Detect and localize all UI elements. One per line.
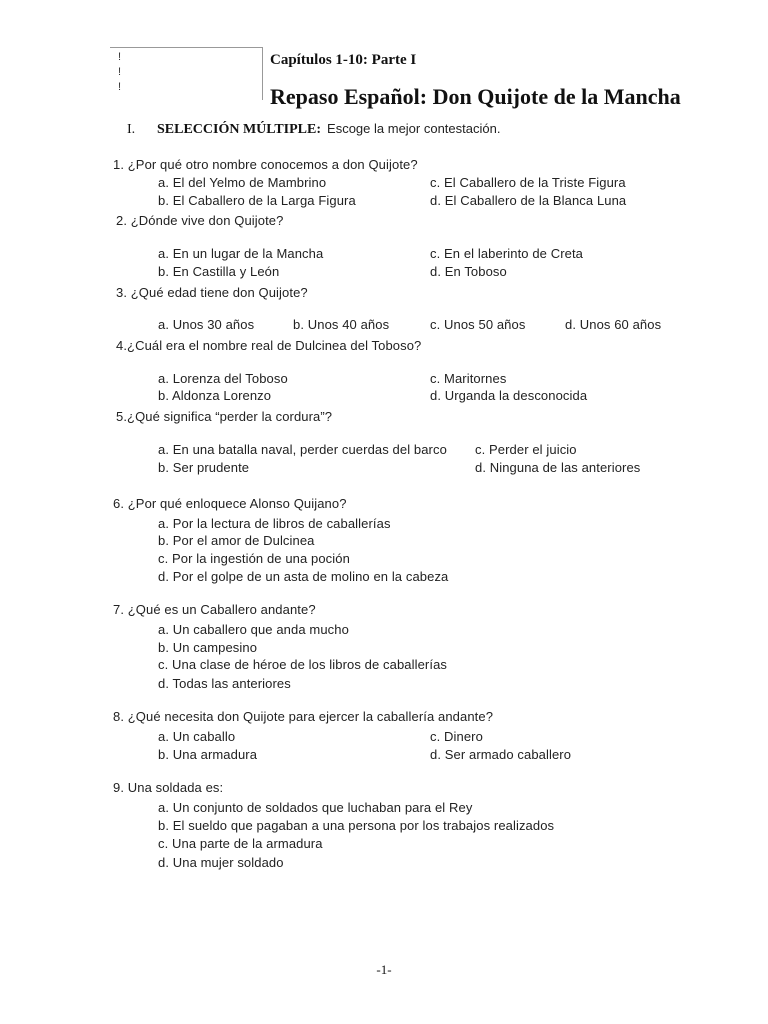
q2-option-c: c. En el laberinto de Creta — [430, 246, 584, 261]
q7-option-c: c. Una clase de héroe de los libros de caballerías — [158, 657, 447, 672]
q3-option-a: a. Unos 30 años — [158, 317, 255, 332]
q2-option-d: d. En Toboso — [430, 264, 507, 279]
q1-option-a: a. El del Yelmo de Mambrino — [158, 175, 327, 190]
q6-option-b: b. Por el amor de Dulcinea — [158, 533, 315, 548]
q5-option-d: d. Ninguna de las anteriores — [475, 460, 641, 475]
q9-option-a: a. Un conjunto de soldados que luchaban para el Rey — [158, 800, 473, 815]
question-8: 8. ¿Qué necesita don Quijote para ejercer la caballería andante? — [113, 709, 494, 724]
header-mark: ! — [118, 66, 122, 78]
q4-option-a: a. Lorenza del Toboso — [158, 371, 288, 386]
q1-option-b: b. El Caballero de la Larga Figura — [158, 193, 356, 208]
page-title: Repaso Español: Don Quijote de la Mancha — [270, 84, 681, 109]
q6-option-d: d. Por el golpe de un asta de molino en la cabeza — [158, 569, 449, 584]
q6-option-c: c. Por la ingestión de una poción — [158, 551, 350, 566]
q5-option-a: a. En una batalla naval, perder cuerdas del barco — [158, 442, 447, 457]
section-heading — [127, 121, 500, 138]
q5-option-b: b. Ser prudente — [158, 460, 250, 475]
question-1: 1. ¿Por qué otro nombre conocemos a don Quijote? — [113, 157, 418, 172]
q7-option-a: a. Un caballero que anda mucho — [158, 622, 349, 637]
q9-option-c: c. Una parte de la armadura — [158, 836, 323, 851]
question-2: 2. ¿Dónde vive don Quijote? — [116, 213, 284, 228]
question-4: 4.¿Cuál era el nombre real de Dulcinea del Toboso? — [116, 338, 422, 353]
section-number: I. — [127, 122, 136, 137]
q8-option-c: c. Dinero — [430, 729, 483, 744]
q9-option-d: d. Una mujer soldado — [158, 855, 284, 870]
question-7: 7. ¿Qué es un Caballero andante? — [113, 602, 316, 617]
page-number: -1- — [376, 962, 392, 977]
q1-option-c: c. El Caballero de la Triste Figura — [430, 175, 626, 190]
q6-option-a: a. Por la lectura de libros de caballerías — [158, 516, 391, 531]
q3-option-c: c. Unos 50 años — [430, 317, 526, 332]
q8-option-b: b. Una armadura — [158, 747, 258, 762]
q7-option-b: b. Un campesino — [158, 640, 258, 655]
q8-option-d: d. Ser armado caballero — [430, 747, 572, 762]
q3-option-b: b. Unos 40 años — [293, 317, 390, 332]
section-instruction: Escoge la mejor contestación. — [327, 121, 501, 136]
q4-option-d: d. Urganda la desconocida — [430, 388, 588, 403]
question-6: 6. ¿Por qué enloquece Alonso Quijano? — [113, 496, 347, 511]
q5-option-c: c. Perder el juicio — [475, 442, 577, 457]
q9-option-b: b. El sueldo que pagaban a una persona por los trabajos realizados — [158, 818, 555, 833]
header-marks — [118, 50, 121, 95]
chapter-subtitle: Capítulos 1-10: Parte I — [270, 52, 417, 68]
question-3: 3. ¿Qué edad tiene don Quijote? — [116, 285, 308, 300]
q4-option-b: b. Aldonza Lorenzo — [158, 388, 272, 403]
header-mark: ! — [118, 51, 122, 63]
q7-option-d: d. Todas las anteriores — [158, 676, 291, 691]
q8-option-a: a. Un caballo — [158, 729, 236, 744]
section-label: SELECCIÓN MÚLTIPLE: — [157, 122, 322, 137]
q1-option-d: d. El Caballero de la Blanca Luna — [430, 193, 627, 208]
header-mark: ! — [118, 81, 122, 93]
q2-option-a: a. En un lugar de la Mancha — [158, 246, 324, 261]
question-5: 5.¿Qué significa “perder la cordura”? — [116, 409, 333, 424]
q2-option-b: b. En Castilla y León — [158, 264, 280, 279]
q3-option-d: d. Unos 60 años — [565, 317, 662, 332]
header-box — [110, 47, 263, 100]
q4-option-c: c. Maritornes — [430, 371, 507, 386]
question-9: 9. Una soldada es: — [113, 780, 224, 795]
